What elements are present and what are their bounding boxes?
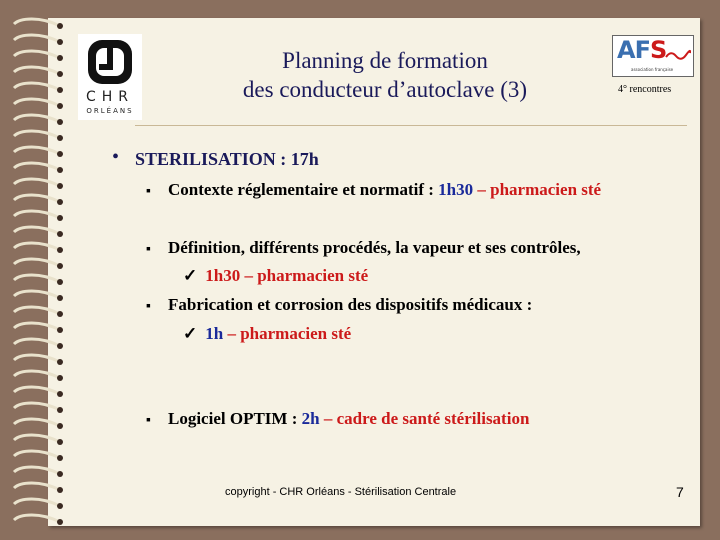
list-item: ▪ Fabrication et corrosion des dispositifs médicaux : [146,295,533,314]
event-tag: 4° rencontres [618,84,672,95]
checkmark-icon: ✓ [183,266,198,285]
list-item: ▪ Logiciel OPTIM : 2h – cadre de santé stérilisation [146,409,530,428]
chr-logo-subtitle: ORLÉANS [86,107,134,115]
header-divider [135,125,687,126]
section-heading: STERILISATION : 17h [135,149,319,169]
title-line-2: des conducteur d’autoclave (3) [242,77,528,102]
list-subitem: ✓ 1h – pharmacien sté [183,324,352,343]
checkmark-icon: ✓ [183,324,198,343]
chr-orleans-logo [78,34,142,120]
afs-logo-word: AFS [617,36,667,64]
afs-wave-icon [665,48,691,62]
afs-logo-tagline: association française [631,67,674,72]
list-subitem: ✓ 1h30 – pharmacien sté [183,266,369,285]
square-bullet-icon: ▪ [146,184,151,199]
slide-title [200,46,570,104]
square-bullet-icon: ▪ [146,413,151,428]
bullet-icon: • [112,146,120,168]
chr-logo-letters: CHR [85,89,135,105]
afs-logo [612,35,694,77]
page-number: 7 [676,484,684,500]
footer-copyright: copyright - CHR Orléans - Stérilisation Centrale [225,486,457,498]
spiral-binding-icon [0,0,80,540]
list-item: ▪ Définition, différents procédés, la vapeur et ses contrôles, [146,238,581,257]
square-bullet-icon: ▪ [146,299,151,314]
square-bullet-icon: ▪ [146,242,151,257]
list-item: ▪ Contexte réglementaire et normatif : 1h30 – pharmacien sté [146,180,602,199]
title-line-1: Planning de formation [282,48,488,73]
